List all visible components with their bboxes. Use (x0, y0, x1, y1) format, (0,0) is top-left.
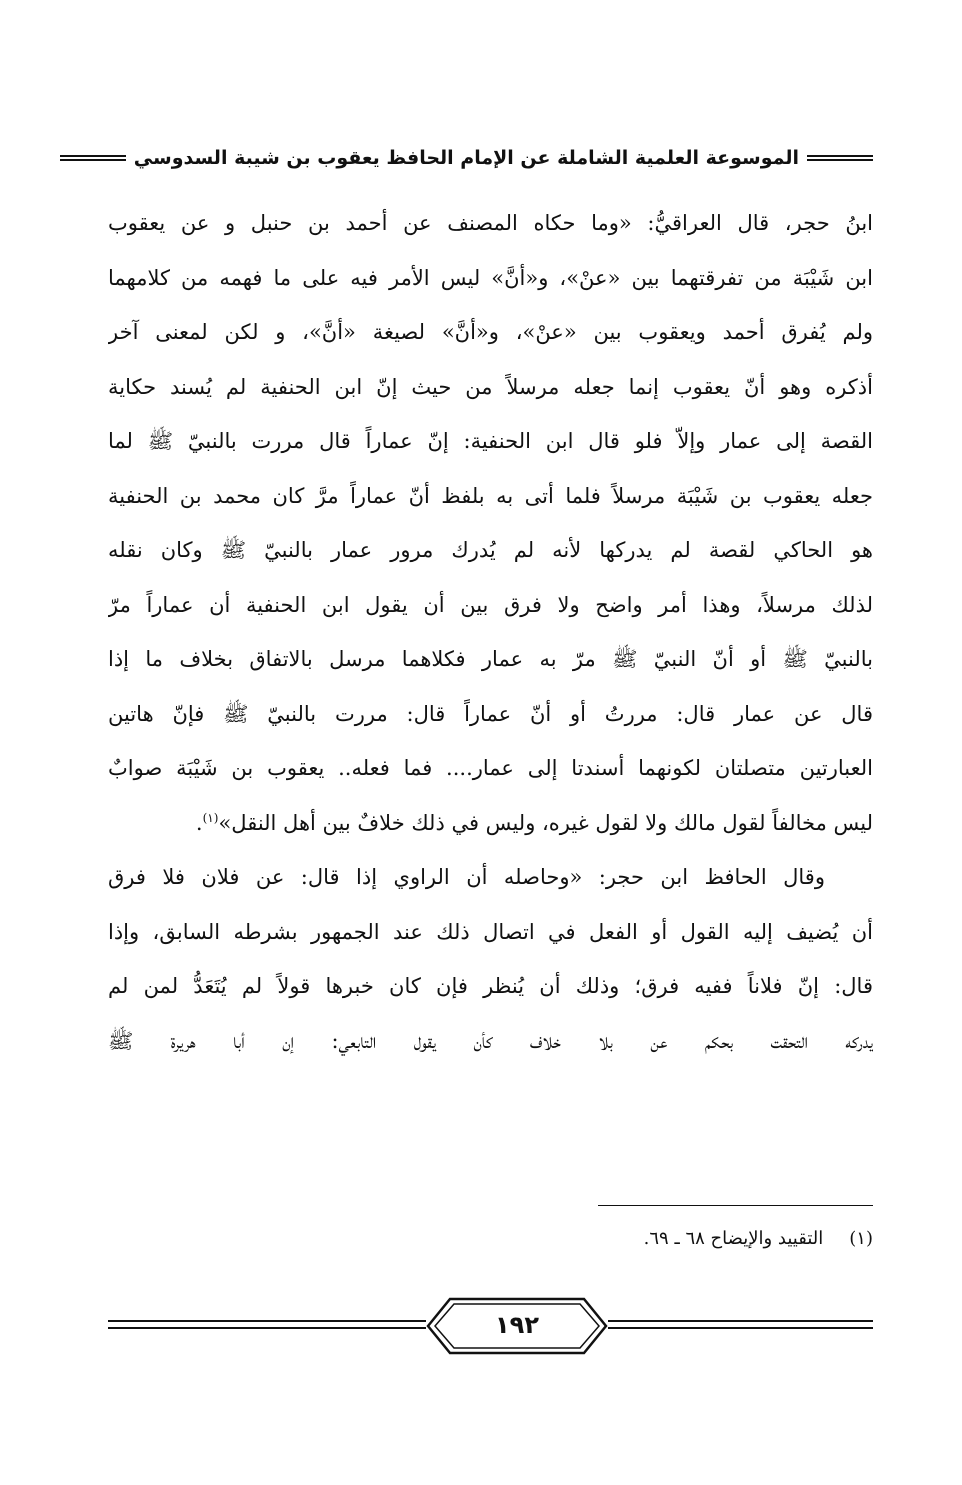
page-number: ١٩٢ (495, 1311, 539, 1339)
text-line: العبارتين متصلتان لكونهما أسندتا إلى عمار.... فما فعله.. يعقوب بن شَيْبَة صوابٌ (108, 756, 873, 780)
text-line: جعله يعقوب بن شَيْبَة مرسلاً فلما أتى به بلفظ أنّ عماراً مرَّ كان محمد بن الحنفية (108, 483, 873, 508)
text-line: أذكره وهو أنّ يعقوب إنما جعله مرسلاً من حيث إنّ ابن الحنفية لم يُسند حكاية (108, 374, 873, 399)
footnote-separator (598, 1205, 873, 1206)
text-line: يدركه التحقت بحكم عن بلا خلاف كأن يقول التابعي: إن أبا هريرة ﷺ (108, 1028, 873, 1053)
text-line: وقال الحافظ ابن حجر: «وحاصله أن الراوي إذا قال: عن فلان فلا فرق (108, 865, 825, 889)
footnote-text: التقييد والإيضاح ٦٨ ـ ٦٩. (643, 1228, 824, 1249)
text-line: بالنبيّ ﷺ أو أنّ النبيّ ﷺ مرّ به عمار فكلاهما مرسل بالاتفاق بخلاف ما إذا (108, 647, 873, 671)
page-footer (108, 1296, 873, 1356)
footer-rule-right (608, 1320, 873, 1329)
main-text (108, 196, 873, 1068)
text-line: قال: إنّ فلاناً ففيه فرق؛ وذلك أن يُنظر فإن كان خبرها قولاً لم يُتَعَدُّ لمن لم (108, 974, 873, 998)
text-line-content: ليس مخالفاً لقول مالك ولا لقول غيره، وليس في ذلك خلافٌ بين أهل النقل» (218, 810, 873, 835)
text-line: هو الحاكي لقصة لم يدركها لأنه لم يُدرك مرور عمار بالنبيّ ﷺ وكان نقله (108, 538, 873, 562)
text-line: القصة إلى عمار وإلاّ فلو قال ابن الحنفية: إنّ عماراً قال مررت بالنبيّ ﷺ لما (108, 429, 873, 453)
text-line: ابنُ حجر، قال العراقيُّ: «وما حكاه المصنف عن أحمد بن حنبل و عن يعقوب (108, 211, 873, 235)
header-title: الموسوعة العلمية الشاملة عن الإمام الحافظ يعقوب بن شيبة السدوسي (133, 147, 799, 169)
text-line: قال عن عمار قال: مررتُ أو أنّ عماراً قال: مررت بالنبيّ ﷺ فإنّ هاتين (108, 701, 873, 726)
text-line: لذلك مرسلاً، وهذا أمر واضح ولا فرق بين أن يقول ابن الحنفية أن عماراً مرّ (108, 592, 873, 617)
text-line: أن يُضيف إليه القول أو الفعل في اتصال ذلك عند الجمهور بشرطه السابق، وإذا (108, 919, 873, 944)
footnote-number: (١) (849, 1228, 873, 1249)
page-number-badge (426, 1296, 608, 1356)
header-rule-right (807, 155, 873, 161)
header-rule-left (60, 155, 126, 161)
footnote-reference: (١) (202, 810, 219, 825)
running-header (108, 138, 873, 178)
text-line: ابن شَيْبَة من تفرقتهما بين «عنْ»، و«أنَّ» ليس الأمر فيه على ما فهمه من كلامهما (108, 265, 873, 290)
line-end-dot: . (195, 810, 203, 835)
text-line-with-footnote-ref (108, 796, 873, 851)
footnote (420, 1228, 873, 1249)
text-line: ولم يُفرق أحمد ويعقوب بين «عنْ»، و«أنَّ» لصيغة «أنَّ»، و لكن لمعنى آخر (108, 320, 873, 344)
footer-rule-left (108, 1320, 426, 1329)
